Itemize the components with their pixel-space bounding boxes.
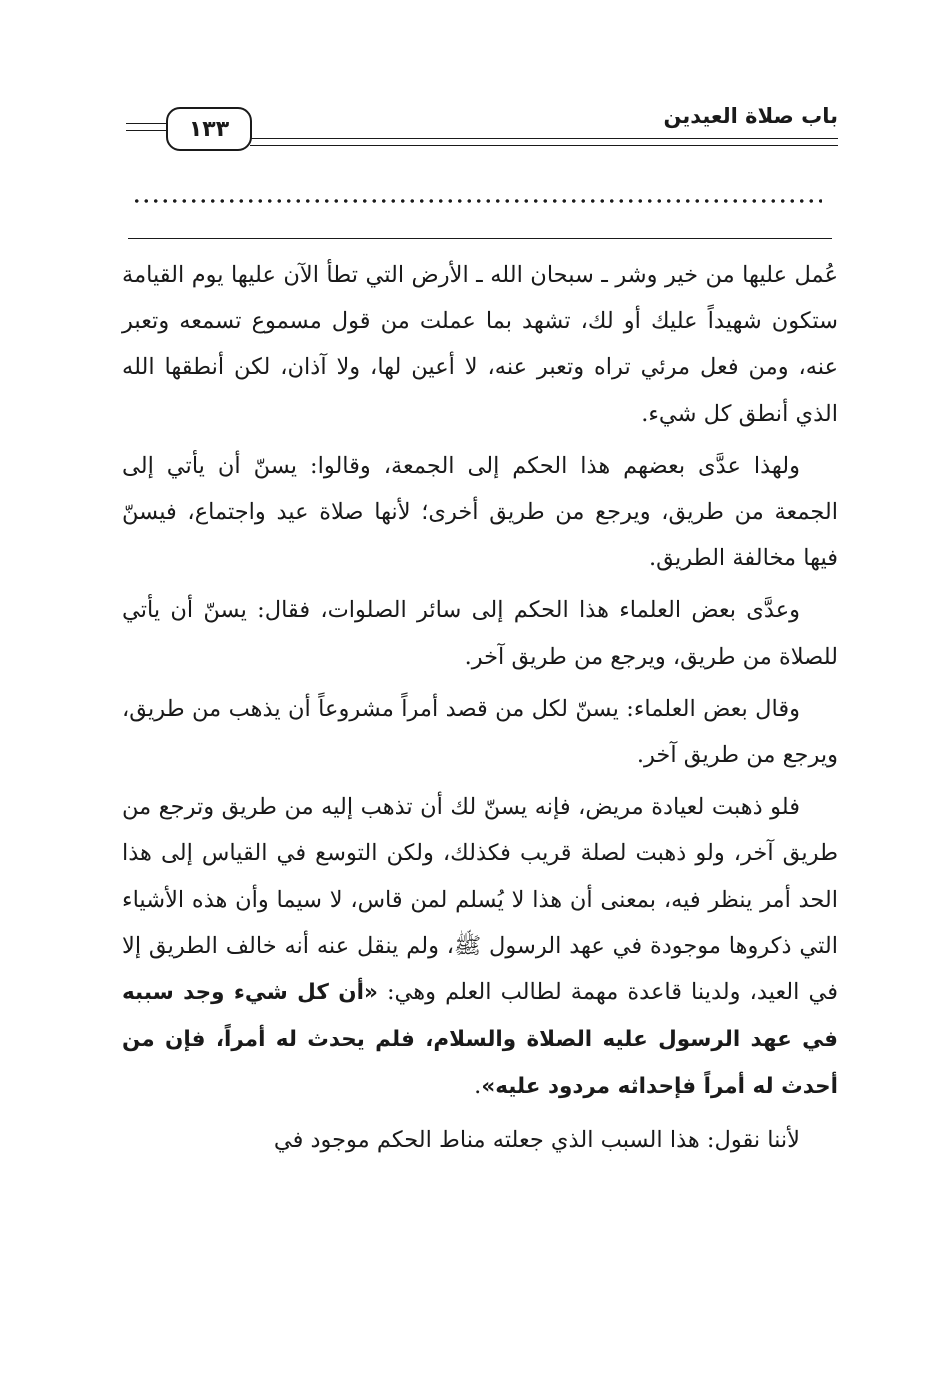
chapter-title: باب صلاة العيدين	[663, 104, 838, 128]
header-rule-left-top	[126, 123, 168, 124]
paragraph-6: لأننا نقول: هذا السبب الذي جعلته مناط الحكم موجود في	[273, 1126, 800, 1153]
paragraph-5-end: .	[474, 1073, 482, 1100]
page-number: ١٣٣	[166, 107, 252, 151]
paragraph-5-text: فلو ذهبت لعيادة مريض، فإنه يسنّ لك أن تذهب إليه من طريق وترجع من طريق آخر، ولو ذهبت لصلة قريب فكذلك، ولكن التوسع في القياس إلى هذا الحد أمر ينظر فيه، بمعنى أن هذا لا يُسلم لمن قاس، لا سيما وأن هذه الأشياء التي ذكروها موجودة في عهد الرسول ﷺ، ولم ينقل عنه أنه خالف الطريق إلا في العيد، ولدينا قاعدة مهمة لطالب العلم وهي:	[122, 794, 838, 1006]
dotted-separator	[132, 196, 822, 206]
paragraph-5	[122, 784, 838, 1110]
page-header	[126, 100, 838, 160]
paragraph-4: وقال بعض العلماء: يسنّ لكل من قصد أمراً مشروعاً أن يذهب من طريق، ويرجع من طريق آخر.	[122, 695, 838, 769]
paragraph-3: وعدَّى بعض العلماء هذا الحكم إلى سائر الصلوات، فقال: يسنّ أن يأتي للصلاة من طريق، ويرجع من طريق آخر.	[122, 597, 838, 670]
section-rule	[128, 238, 832, 239]
header-rule-right-bottom	[250, 145, 838, 146]
body-text	[122, 252, 838, 1169]
paragraph-2: ولهذا عدَّى بعضهم هذا الحكم إلى الجمعة، وقالوا: يسنّ أن يأتي إلى الجمعة من طريق، ويرجع من طريق أخرى؛ لأنها صلاة عيد واجتماع، فيسنّ فيها مخالفة الطريق.	[122, 452, 838, 572]
header-rule-left-bottom	[126, 130, 168, 131]
rule-quote: «أن كل شيء وجد سببه في عهد الرسول عليه الصلاة والسلام، فلم يحدث له أمراً، فإن من أحدث له أمراً فإحداثه مردود عليه»	[122, 980, 838, 1100]
paragraph-1: عُمل عليها من خير وشر ـ سبحان الله ـ الأرض التي تطأ الآن عليها يوم القيامة ستكون شهيداً عليك أو لك، تشهد بما عملت من قول مسموع تسمعه وتعبر عنه، ومن فعل مرئي تراه وتعبر عنه، لا أعين لها، ولا آذان، لكن أنطقها الله الذي أنطق كل شيء.	[122, 262, 838, 427]
header-rule-right-top	[250, 138, 838, 139]
